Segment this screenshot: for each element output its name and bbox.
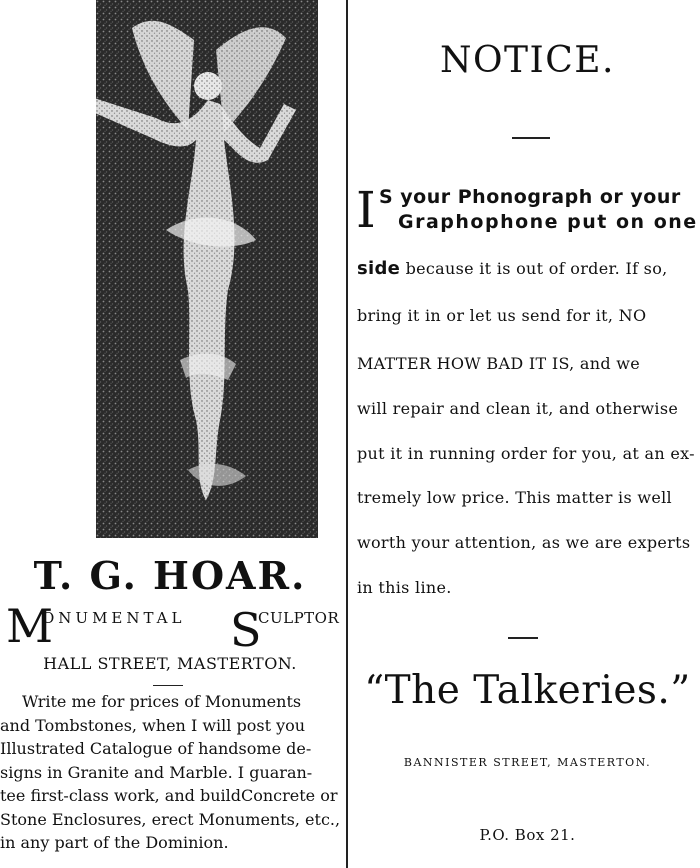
notice-rule-bottom: [508, 637, 538, 639]
drop-cap: I: [356, 181, 376, 239]
body-line: Write me for prices of Monuments: [22, 692, 302, 711]
angel-statue-icon: [96, 0, 318, 538]
headline-line-1: S your Phonograph or your: [379, 186, 681, 208]
notice-line: [357, 258, 700, 279]
left-divider-rule: [153, 685, 183, 686]
po-box: P.O. Box 21.: [479, 826, 576, 844]
body-line: in any part of the Dominion.: [0, 833, 229, 852]
notice-line: put it in running order for you, at an ex-: [357, 444, 695, 463]
notice-line-bold-word: side: [357, 258, 401, 279]
sculptor-body-text: [0, 690, 342, 855]
title-initial-m: M: [6, 599, 54, 653]
body-line: Stone Enclosures, erect Monuments, etc.,: [0, 809, 341, 829]
notice-line: tremely low price. This matter is well: [357, 488, 672, 507]
notice-line: MATTER HOW BAD IT IS, and we: [357, 354, 641, 373]
body-line: Illustrated Catalogue of handsome de-: [0, 739, 312, 758]
title-word-sculptor: CULPTOR: [258, 609, 340, 627]
body-line: tee first-class work, and buildConcrete or: [0, 786, 338, 805]
angel-statue-engraving: [96, 0, 318, 538]
body-line: signs in Granite and Marble. I guaran-: [0, 762, 313, 782]
notice-line: worth your attention, as we are experts: [357, 533, 691, 552]
notice-title: NOTICE.: [439, 40, 615, 81]
business-name: “The Talkeries.”: [364, 668, 691, 713]
headline-line-2: Graphophone put on one: [398, 211, 698, 233]
sculptor-name: T. G. HOAR.: [33, 553, 307, 598]
column-divider: [346, 0, 348, 868]
notice-line-rest: because it is out of order. If so,: [405, 259, 668, 278]
body-line: and Tombstones, when I will post you: [0, 715, 306, 735]
notice-line: bring it in or let us send for it, NO: [357, 306, 647, 325]
title-word-monumental: ONUMENTAL: [42, 609, 186, 627]
title-initial-s: S: [230, 603, 262, 657]
notice-rule-top: [512, 137, 550, 139]
sculptor-address: HALL STREET, MASTERTON.: [43, 654, 297, 673]
notice-line: will repair and clean it, and otherwise: [357, 399, 679, 418]
sculptor-title: [6, 599, 340, 657]
business-address: BANNISTER STREET, MASTERTON.: [403, 756, 652, 769]
notice-line: in this line.: [357, 578, 452, 597]
